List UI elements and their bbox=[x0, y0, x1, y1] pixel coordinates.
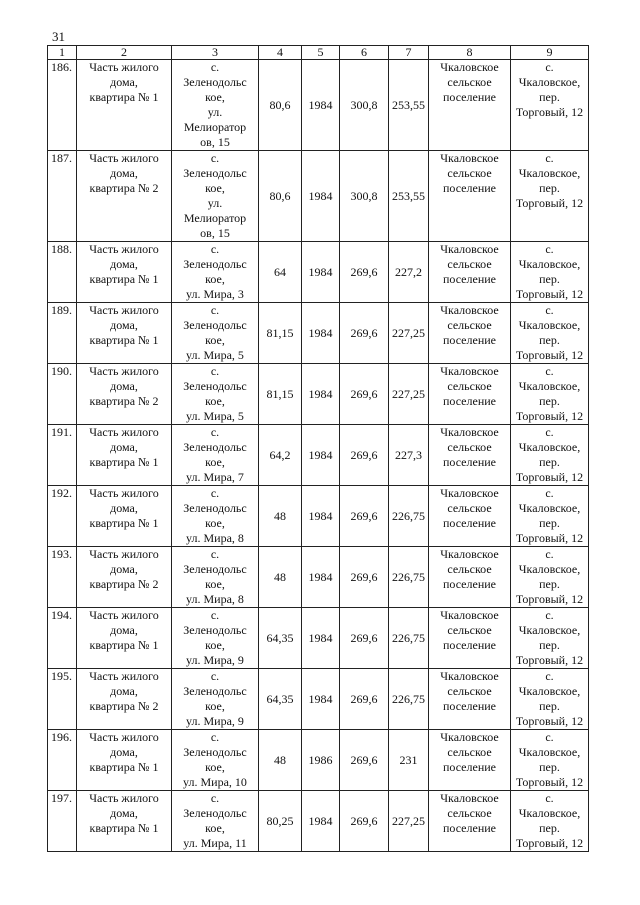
column-6-value: 269,6 bbox=[340, 242, 389, 303]
object-name: Часть жилого дома, квартира № 1 bbox=[77, 608, 172, 669]
owner-address: с. Чкаловское, пер. Торговый, 12 bbox=[511, 303, 589, 364]
column-6-value: 269,6 bbox=[340, 608, 389, 669]
column-7-value: 227,25 bbox=[389, 303, 429, 364]
row-number: 195. bbox=[48, 669, 77, 730]
area-value: 64 bbox=[259, 242, 302, 303]
column-6-value: 269,6 bbox=[340, 791, 389, 852]
column-7-value: 226,75 bbox=[389, 608, 429, 669]
row-number: 189. bbox=[48, 303, 77, 364]
year-value: 1984 bbox=[302, 791, 340, 852]
owner-address: с. Чкаловское, пер. Торговый, 12 bbox=[511, 151, 589, 242]
object-name: Часть жилого дома, квартира № 2 bbox=[77, 547, 172, 608]
column-header: 2 bbox=[77, 46, 172, 60]
table-row bbox=[48, 486, 589, 547]
row-number: 193. bbox=[48, 547, 77, 608]
area-value: 80,6 bbox=[259, 151, 302, 242]
object-address: с. Зеленодольс кое, ул. Мира, 5 bbox=[172, 364, 259, 425]
object-address: с. Зеленодольс кое, ул. Мира, 11 bbox=[172, 791, 259, 852]
year-value: 1984 bbox=[302, 364, 340, 425]
table-row bbox=[48, 364, 589, 425]
owner-address: с. Чкаловское, пер. Торговый, 12 bbox=[511, 60, 589, 151]
object-name: Часть жилого дома, квартира № 1 bbox=[77, 730, 172, 791]
object-address: с. Зеленодольс кое, ул. Мелиоратор ов, 15 bbox=[172, 151, 259, 242]
column-6-value: 269,6 bbox=[340, 669, 389, 730]
row-number: 197. bbox=[48, 791, 77, 852]
column-7-value: 253,55 bbox=[389, 151, 429, 242]
year-value: 1984 bbox=[302, 60, 340, 151]
column-6-value: 269,6 bbox=[340, 303, 389, 364]
column-header: 4 bbox=[259, 46, 302, 60]
object-address: с. Зеленодольс кое, ул. Мелиоратор ов, 15 bbox=[172, 60, 259, 151]
object-name: Часть жилого дома, квартира № 1 bbox=[77, 60, 172, 151]
object-name: Часть жилого дома, квартира № 1 bbox=[77, 425, 172, 486]
object-name: Часть жилого дома, квартира № 1 bbox=[77, 242, 172, 303]
row-number: 186. bbox=[48, 60, 77, 151]
column-7-value: 253,55 bbox=[389, 60, 429, 151]
column-header: 5 bbox=[302, 46, 340, 60]
column-7-value: 226,75 bbox=[389, 547, 429, 608]
column-header: 6 bbox=[340, 46, 389, 60]
owner-address: с. Чкаловское, пер. Торговый, 12 bbox=[511, 608, 589, 669]
object-address: с. Зеленодольс кое, ул. Мира, 7 bbox=[172, 425, 259, 486]
year-value: 1986 bbox=[302, 730, 340, 791]
table-row bbox=[48, 791, 589, 852]
table-row bbox=[48, 730, 589, 791]
column-6-value: 269,6 bbox=[340, 364, 389, 425]
object-name: Часть жилого дома, квартира № 1 bbox=[77, 791, 172, 852]
area-value: 48 bbox=[259, 547, 302, 608]
year-value: 1984 bbox=[302, 425, 340, 486]
object-name: Часть жилого дома, квартира № 2 bbox=[77, 364, 172, 425]
column-header: 3 bbox=[172, 46, 259, 60]
settlement-name: Чкаловское сельское поселение bbox=[429, 547, 511, 608]
area-value: 64,2 bbox=[259, 425, 302, 486]
area-value: 48 bbox=[259, 486, 302, 547]
object-address: с. Зеленодольс кое, ул. Мира, 3 bbox=[172, 242, 259, 303]
area-value: 48 bbox=[259, 730, 302, 791]
column-7-value: 231 bbox=[389, 730, 429, 791]
row-number: 192. bbox=[48, 486, 77, 547]
table-row bbox=[48, 242, 589, 303]
row-number: 188. bbox=[48, 242, 77, 303]
column-7-value: 227,3 bbox=[389, 425, 429, 486]
page-number: 31 bbox=[52, 29, 65, 44]
settlement-name: Чкаловское сельское поселение bbox=[429, 486, 511, 547]
area-value: 81,15 bbox=[259, 364, 302, 425]
row-number: 190. bbox=[48, 364, 77, 425]
owner-address: с. Чкаловское, пер. Торговый, 12 bbox=[511, 364, 589, 425]
year-value: 1984 bbox=[302, 547, 340, 608]
table-row bbox=[48, 547, 589, 608]
object-address: с. Зеленодольс кое, ул. Мира, 5 bbox=[172, 303, 259, 364]
owner-address: с. Чкаловское, пер. Торговый, 12 bbox=[511, 486, 589, 547]
table-row bbox=[48, 425, 589, 486]
column-header: 1 bbox=[48, 46, 77, 60]
row-number: 187. bbox=[48, 151, 77, 242]
year-value: 1984 bbox=[302, 242, 340, 303]
column-6-value: 300,8 bbox=[340, 60, 389, 151]
year-value: 1984 bbox=[302, 151, 340, 242]
table-row bbox=[48, 151, 589, 242]
column-6-value: 269,6 bbox=[340, 486, 389, 547]
table-row bbox=[48, 669, 589, 730]
column-7-value: 227,2 bbox=[389, 242, 429, 303]
settlement-name: Чкаловское сельское поселение bbox=[429, 425, 511, 486]
table-row bbox=[48, 303, 589, 364]
table-row bbox=[48, 60, 589, 151]
settlement-name: Чкаловское сельское поселение bbox=[429, 303, 511, 364]
object-name: Часть жилого дома, квартира № 2 bbox=[77, 669, 172, 730]
object-address: с. Зеленодольс кое, ул. Мира, 8 bbox=[172, 486, 259, 547]
area-value: 64,35 bbox=[259, 669, 302, 730]
year-value: 1984 bbox=[302, 608, 340, 669]
row-number: 191. bbox=[48, 425, 77, 486]
column-6-value: 269,6 bbox=[340, 425, 389, 486]
area-value: 80,6 bbox=[259, 60, 302, 151]
column-7-value: 227,25 bbox=[389, 791, 429, 852]
object-address: с. Зеленодольс кое, ул. Мира, 10 bbox=[172, 730, 259, 791]
column-7-value: 227,25 bbox=[389, 364, 429, 425]
settlement-name: Чкаловское сельское поселение bbox=[429, 791, 511, 852]
object-name: Часть жилого дома, квартира № 1 bbox=[77, 303, 172, 364]
area-value: 80,25 bbox=[259, 791, 302, 852]
owner-address: с. Чкаловское, пер. Торговый, 12 bbox=[511, 242, 589, 303]
settlement-name: Чкаловское сельское поселение bbox=[429, 242, 511, 303]
object-address: с. Зеленодольс кое, ул. Мира, 9 bbox=[172, 608, 259, 669]
column-7-value: 226,75 bbox=[389, 669, 429, 730]
area-value: 81,15 bbox=[259, 303, 302, 364]
owner-address: с. Чкаловское, пер. Торговый, 12 bbox=[511, 669, 589, 730]
settlement-name: Чкаловское сельское поселение bbox=[429, 364, 511, 425]
settlement-name: Чкаловское сельское поселение bbox=[429, 730, 511, 791]
column-number-row bbox=[48, 46, 589, 60]
row-number: 196. bbox=[48, 730, 77, 791]
settlement-name: Чкаловское сельское поселение bbox=[429, 608, 511, 669]
object-address: с. Зеленодольс кое, ул. Мира, 9 bbox=[172, 669, 259, 730]
object-name: Часть жилого дома, квартира № 2 bbox=[77, 151, 172, 242]
area-value: 64,35 bbox=[259, 608, 302, 669]
settlement-name: Чкаловское сельское поселение bbox=[429, 60, 511, 151]
owner-address: с. Чкаловское, пер. Торговый, 12 bbox=[511, 791, 589, 852]
column-header: 9 bbox=[511, 46, 589, 60]
owner-address: с. Чкаловское, пер. Торговый, 12 bbox=[511, 547, 589, 608]
column-header: 7 bbox=[389, 46, 429, 60]
year-value: 1984 bbox=[302, 486, 340, 547]
settlement-name: Чкаловское сельское поселение bbox=[429, 151, 511, 242]
column-6-value: 300,8 bbox=[340, 151, 389, 242]
column-6-value: 269,6 bbox=[340, 730, 389, 791]
row-number: 194. bbox=[48, 608, 77, 669]
settlement-name: Чкаловское сельское поселение bbox=[429, 669, 511, 730]
column-7-value: 226,75 bbox=[389, 486, 429, 547]
property-registry-table bbox=[47, 45, 589, 852]
year-value: 1984 bbox=[302, 669, 340, 730]
table-row bbox=[48, 608, 589, 669]
year-value: 1984 bbox=[302, 303, 340, 364]
owner-address: с. Чкаловское, пер. Торговый, 12 bbox=[511, 425, 589, 486]
column-header: 8 bbox=[429, 46, 511, 60]
object-address: с. Зеленодольс кое, ул. Мира, 8 bbox=[172, 547, 259, 608]
object-name: Часть жилого дома, квартира № 1 bbox=[77, 486, 172, 547]
column-6-value: 269,6 bbox=[340, 547, 389, 608]
owner-address: с. Чкаловское, пер. Торговый, 12 bbox=[511, 730, 589, 791]
